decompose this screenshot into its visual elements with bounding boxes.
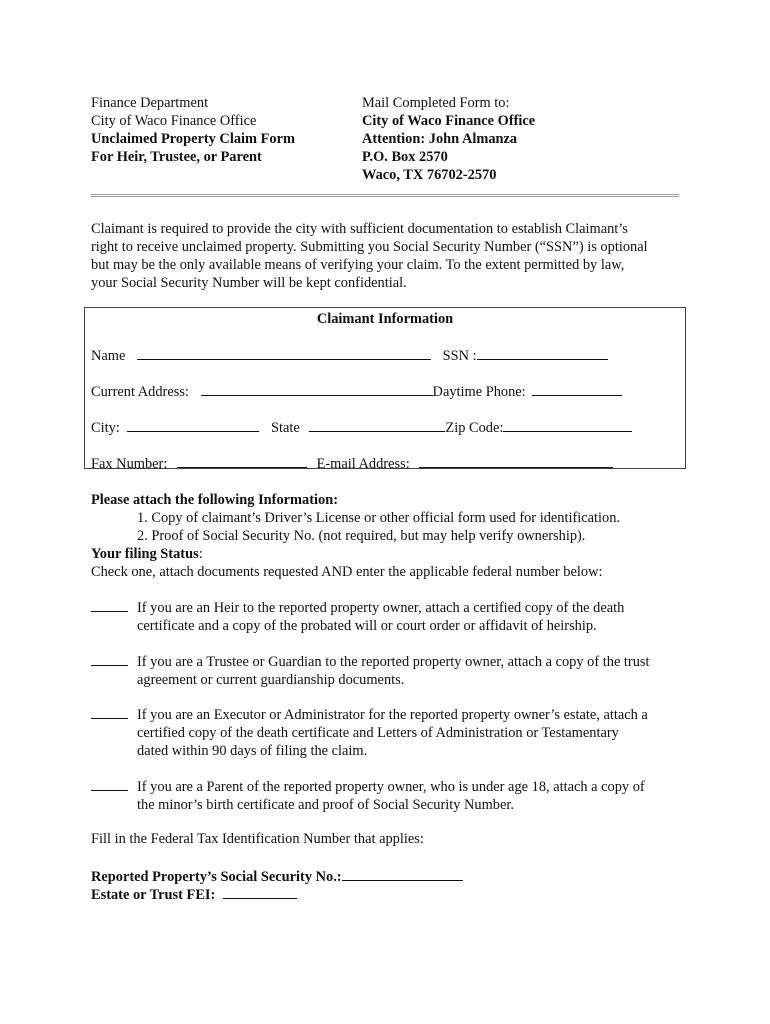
header-left-block bbox=[91, 94, 295, 166]
fax-row bbox=[91, 453, 613, 473]
fax-label: Fax Number: bbox=[91, 456, 168, 472]
state-field[interactable] bbox=[309, 417, 445, 432]
header-divider bbox=[91, 194, 679, 197]
filing-status-label: Your filing Status bbox=[91, 546, 199, 562]
fei-row bbox=[91, 884, 297, 904]
filing-option-text: certified copy of the death certificate and Letters of Administration or Testamentary bbox=[137, 725, 619, 741]
property-ssn-row bbox=[91, 866, 463, 886]
intro-paragraph bbox=[91, 220, 648, 292]
property-ssn-label: Reported Property’s Social Security No.: bbox=[91, 869, 342, 885]
ssn-label: SSN : bbox=[442, 348, 477, 364]
daytime-phone-label: Daytime Phone: bbox=[432, 384, 526, 400]
city-field[interactable] bbox=[127, 417, 259, 432]
name-row bbox=[91, 345, 608, 365]
filing-option-text: agreement or current guardianship documents. bbox=[137, 672, 405, 688]
fei-field[interactable] bbox=[223, 884, 297, 899]
mail-attention: Attention: John Almanza bbox=[362, 131, 518, 147]
filing-option-text: If you are a Trustee or Guardian to the reported property owner, attach a copy of the trust bbox=[137, 654, 650, 670]
executor-check-blank[interactable] bbox=[91, 705, 128, 719]
attach-item: 1. Copy of claimant’s Driver’s License or other official form used for identification. bbox=[137, 510, 621, 526]
filing-option-text: If you are an Heir to the reported property owner, attach a certified copy of the death bbox=[137, 600, 625, 616]
filing-option-trustee bbox=[91, 652, 650, 689]
mail-po-box: P.O. Box 2570 bbox=[362, 149, 448, 165]
claimant-info-title: Claimant Information bbox=[316, 311, 454, 327]
filing-option-text: If you are an Executor or Administrator for the reported property owner’s estate, attach a bbox=[137, 707, 648, 723]
fei-label: Estate or Trust FEI: bbox=[91, 887, 216, 903]
zip-label: Zip Code: bbox=[445, 420, 504, 436]
ssn-field[interactable] bbox=[477, 345, 608, 360]
intro-line: Claimant is required to provide the city with sufficient documentation to establish Claimant’s bbox=[91, 221, 628, 237]
attach-section bbox=[91, 491, 620, 581]
form-subtitle: For Heir, Trustee, or Parent bbox=[91, 149, 262, 165]
mail-office: City of Waco Finance Office bbox=[362, 113, 536, 129]
attach-heading: Please attach the following Information: bbox=[91, 492, 339, 508]
city-label: City: bbox=[91, 420, 120, 436]
intro-line: your Social Security Number will be kept confidential. bbox=[91, 275, 407, 291]
email-field[interactable] bbox=[419, 453, 613, 468]
address-field[interactable] bbox=[201, 381, 433, 396]
address-label: Current Address: bbox=[91, 384, 189, 400]
name-field[interactable] bbox=[137, 345, 431, 360]
fax-field[interactable] bbox=[177, 453, 307, 468]
filing-status-heading bbox=[91, 545, 620, 563]
filing-instruction: Check one, attach documents requested AND enter the applicable federal number below: bbox=[91, 564, 603, 580]
filing-option-heir bbox=[91, 598, 624, 635]
filing-option-text: dated within 90 days of filing the claim. bbox=[137, 743, 368, 759]
filing-status-colon: : bbox=[198, 546, 203, 562]
state-label: State bbox=[271, 420, 300, 436]
property-ssn-field[interactable] bbox=[342, 866, 463, 881]
mailing-address-block bbox=[362, 94, 535, 184]
zip-field[interactable] bbox=[503, 417, 632, 432]
intro-line: but may be the only available means of verifying your claim. To the extent permitted by law, bbox=[91, 257, 625, 273]
city-row bbox=[91, 417, 632, 437]
office-name: City of Waco Finance Office bbox=[91, 113, 257, 129]
department-name: Finance Department bbox=[91, 95, 209, 111]
parent-check-blank[interactable] bbox=[91, 777, 128, 791]
address-row bbox=[91, 381, 622, 401]
attach-item: 2. Proof of Social Security No. (not required, but may help verify ownership). bbox=[137, 528, 586, 544]
form-title: Unclaimed Property Claim Form bbox=[91, 131, 295, 147]
daytime-phone-field[interactable] bbox=[532, 381, 622, 396]
name-label: Name bbox=[91, 348, 126, 364]
filing-option-text: the minor’s birth certificate and proof of Social Security Number. bbox=[137, 797, 514, 813]
intro-line: right to receive unclaimed property. Submitting you Social Security Number (“SSN”) is optional bbox=[91, 239, 648, 255]
email-label: E-mail Address: bbox=[316, 456, 410, 472]
filing-option-text: If you are a Parent of the reported property owner, who is under age 18, attach a copy of bbox=[137, 779, 645, 795]
filing-option-executor bbox=[91, 705, 648, 760]
filing-option-parent bbox=[91, 777, 645, 814]
heir-check-blank[interactable] bbox=[91, 598, 128, 612]
claimant-info-box bbox=[84, 307, 686, 472]
tax-instruction: Fill in the Federal Tax Identification Number that applies: bbox=[91, 831, 424, 847]
filing-option-text: certificate and a copy of the probated will or court order or affidavit of heirship. bbox=[137, 618, 597, 634]
trustee-check-blank[interactable] bbox=[91, 652, 128, 666]
mail-city-zip: Waco, TX 76702-2570 bbox=[362, 167, 497, 183]
mail-label: Mail Completed Form to: bbox=[362, 95, 510, 111]
